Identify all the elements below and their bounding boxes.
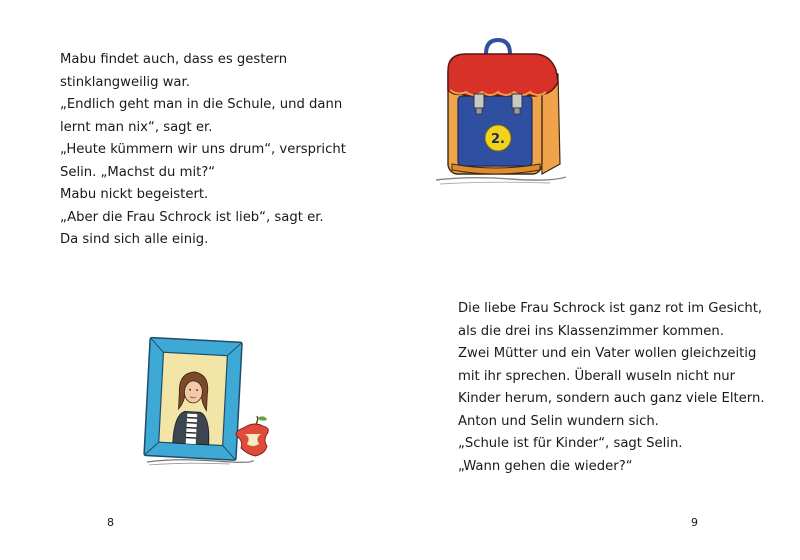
school-satchel-icon — [430, 36, 570, 188]
picture-frame-with-apple-core-icon — [135, 330, 285, 480]
page-number: 9 — [691, 516, 698, 529]
satchel-illustration — [430, 36, 570, 188]
picture-frame-illustration — [135, 330, 285, 480]
text-line: „Wann gehen die wieder?“ — [458, 458, 633, 474]
text-line: Selin. „Machst du mit?“ — [60, 164, 216, 180]
text-line: Die liebe Frau Schrock ist ganz rot im Gesicht, — [458, 301, 763, 316]
text-line: Zwei Mütter und ein Vater wollen gleichzeitig — [458, 346, 757, 361]
text-line: lernt man nix“, sagt er. — [60, 119, 213, 135]
text-line: „Aber die Frau Schrock ist lieb“, sagt er. — [60, 209, 324, 225]
text-line: Mabu findet auch, dass es gestern — [60, 52, 288, 67]
satchel-badge-label: 2. — [491, 132, 505, 147]
apple-core-icon — [236, 416, 268, 456]
left-page-text — [60, 49, 346, 252]
right-page — [400, 0, 800, 560]
text-line: Da sind sich alle einig. — [60, 232, 209, 247]
text-line: Mabu nickt begeistert. — [60, 187, 209, 202]
text-line: als die drei ins Klassenzimmer kommen. — [458, 323, 724, 339]
page-number: 8 — [107, 516, 114, 529]
text-line: Anton und Selin wundern sich. — [458, 413, 659, 429]
text-line: stinklangweilig war. — [60, 74, 190, 90]
text-line: mit ihr sprechen. Überall wuseln nicht nur — [458, 368, 736, 384]
text-line: „Schule ist für Kinder“, sagt Selin. — [458, 436, 683, 451]
text-line: Kinder herum, sondern auch ganz viele Eltern. — [458, 391, 765, 406]
text-line: „Endlich geht man in die Schule, und dann — [60, 97, 343, 112]
text-line: „Heute kümmern wir uns drum“, verspricht — [60, 142, 346, 157]
right-page-text — [458, 298, 765, 478]
